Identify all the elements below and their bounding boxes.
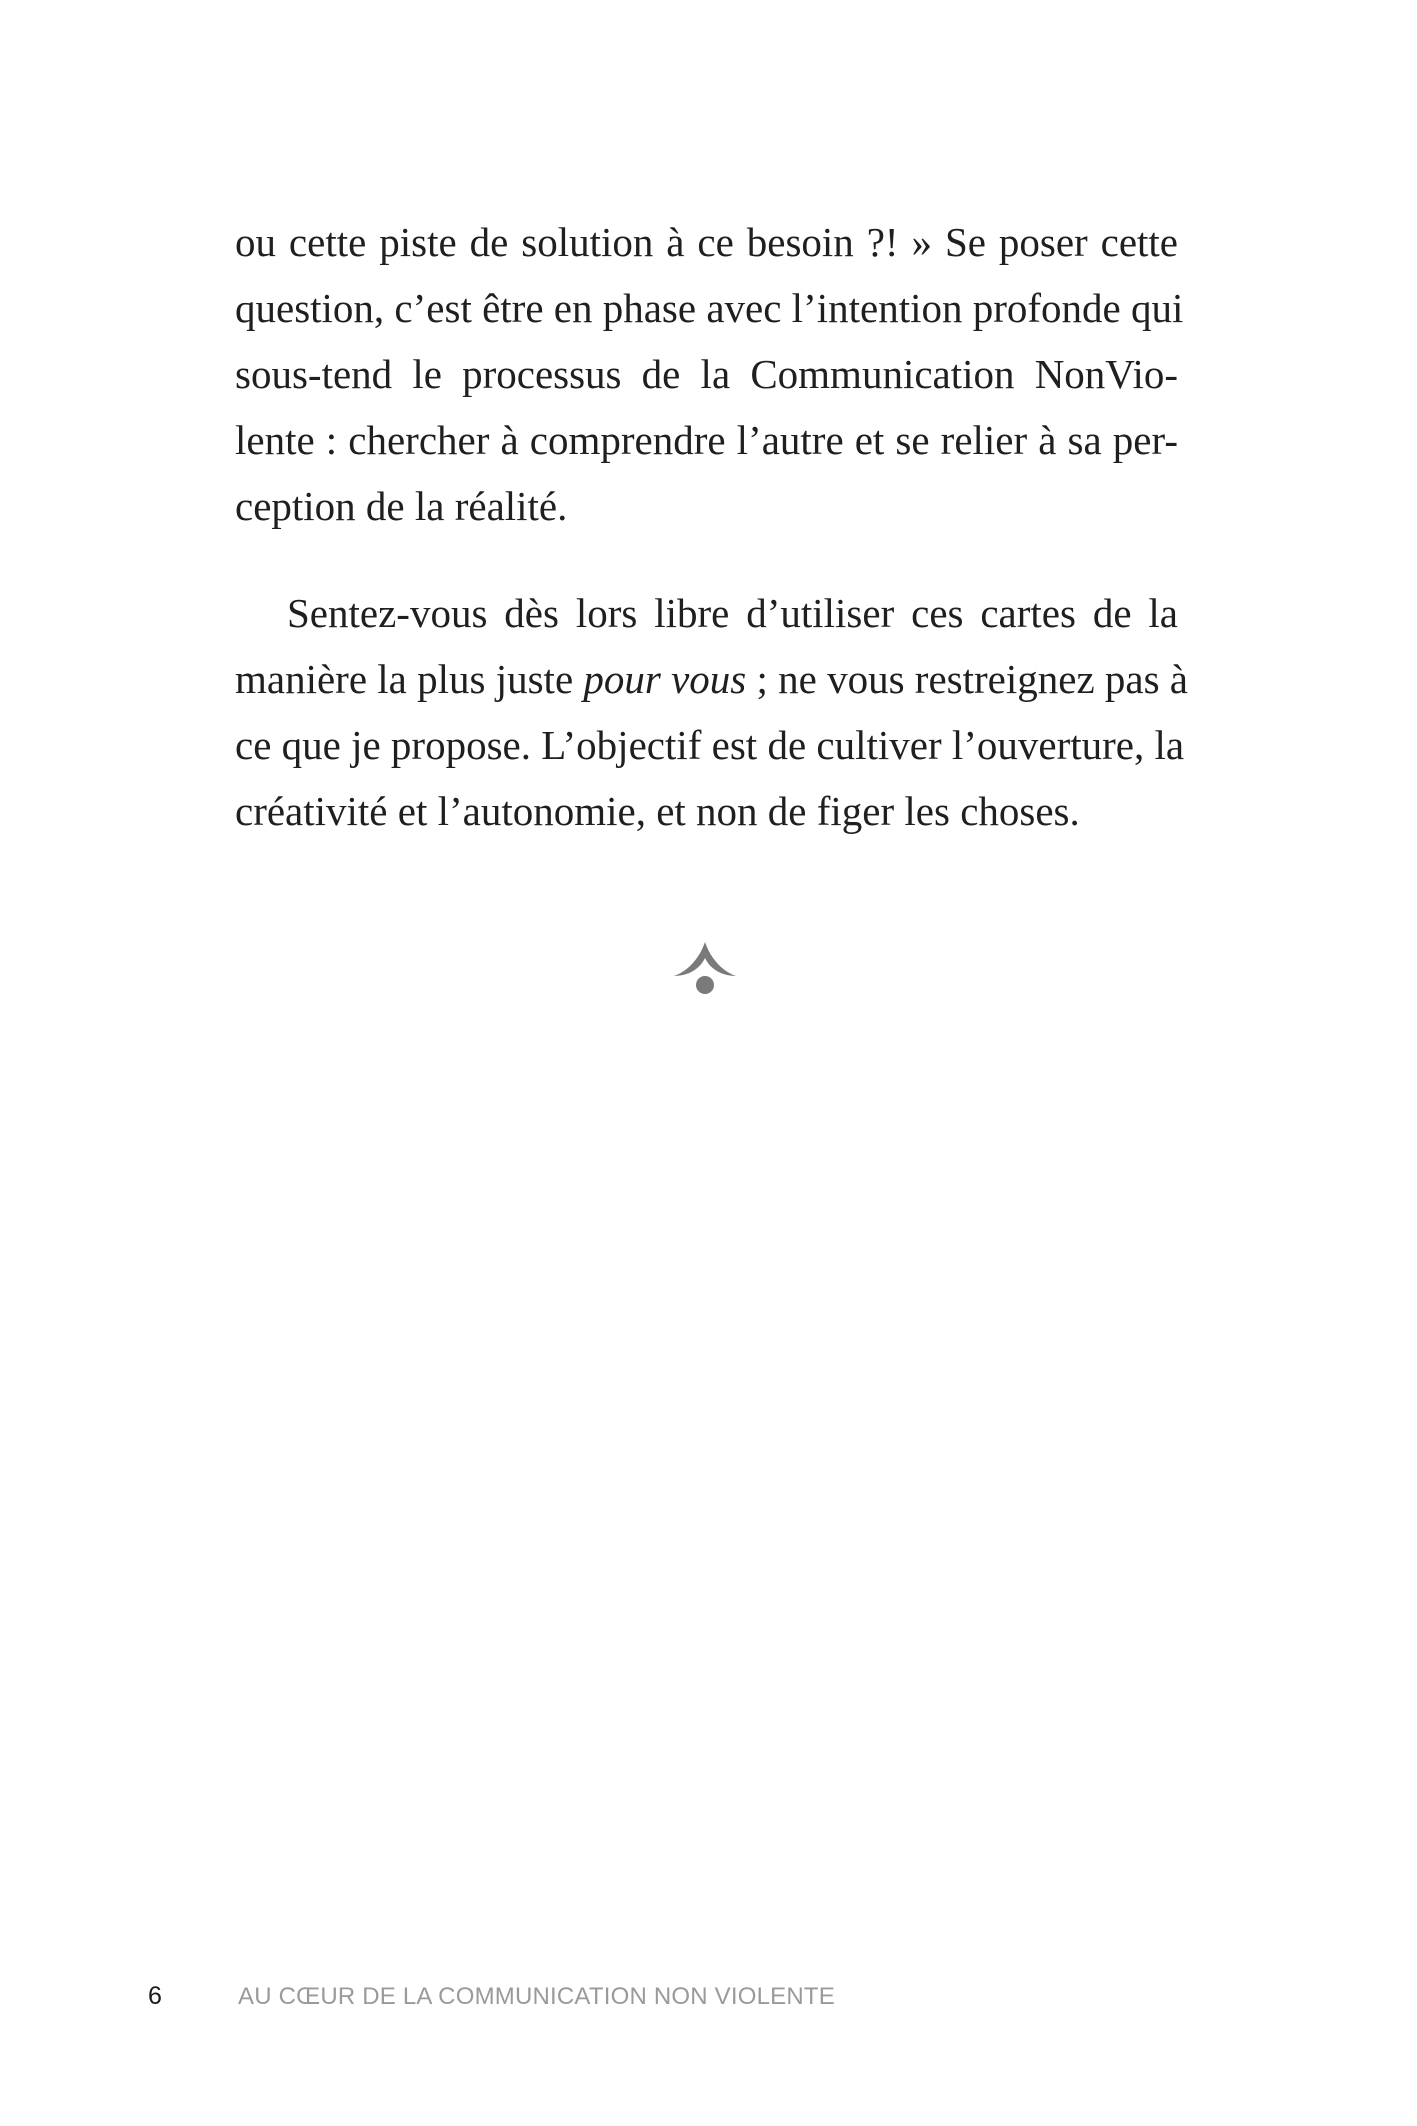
running-title: AU CŒUR DE LA COMMUNICATION NON VIOLENTE	[238, 1983, 835, 2010]
line-text: manière la plus juste	[235, 656, 584, 702]
paragraph-line: sous-tend le processus de la Communication NonVio-	[235, 351, 1178, 397]
arch-dot-ornament-icon	[672, 938, 738, 1004]
page-footer	[0, 1982, 1417, 2022]
paragraph-1	[235, 209, 1184, 539]
paragraph-line: lente : chercher à comprendre l’autre et se relier à sa per-	[235, 417, 1178, 463]
paragraph-line: ception de la réalité.	[235, 483, 568, 529]
paragraph-2	[235, 580, 1188, 844]
paragraph-line	[235, 646, 1188, 712]
paragraph-line: créativité et l’autonomie, et non de figer les choses.	[235, 788, 1080, 834]
paragraph-line: question, c’est être en phase avec l’intention profonde qui	[235, 285, 1184, 331]
paragraph-line: Sentez-vous dès lors libre d’utiliser ces cartes de la	[287, 590, 1178, 636]
emphasis-text: pour vous	[583, 656, 747, 702]
paragraph-line: ou cette piste de solution à ce besoin ?! » Se poser cette	[235, 219, 1178, 265]
paragraph-line: ce que je propose. L’objectif est de cultiver l’ouverture, la	[235, 722, 1185, 768]
line-text: ; ne vous restreignez pas à	[746, 656, 1188, 702]
page-number: 6	[148, 1982, 162, 2010]
